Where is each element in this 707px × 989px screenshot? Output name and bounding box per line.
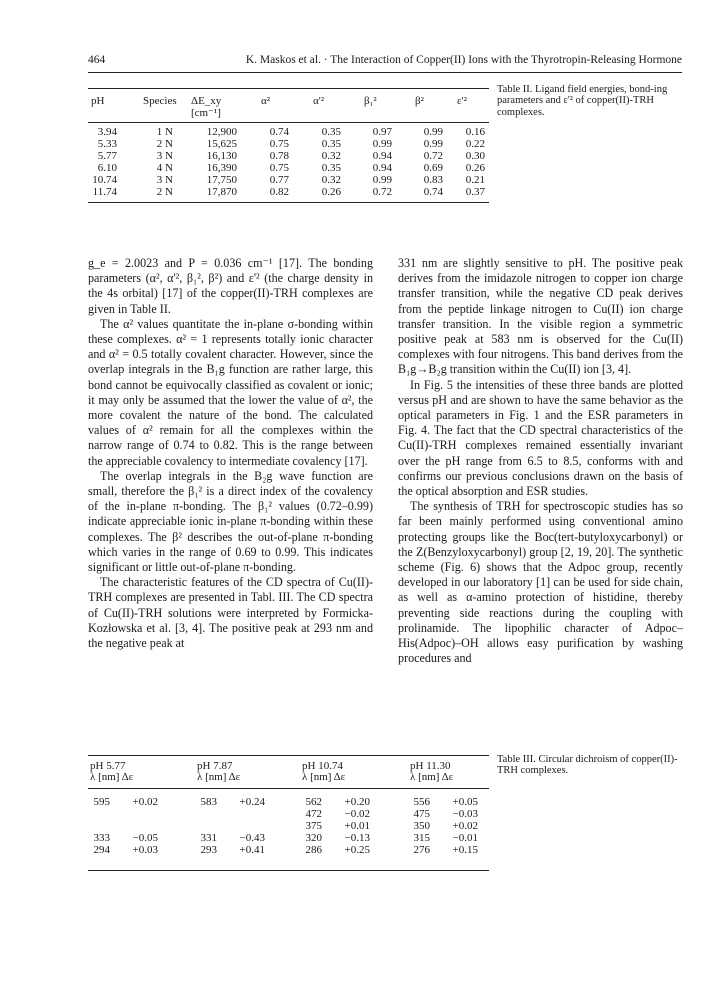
table2-cell: 16,130	[206, 150, 237, 162]
table2-cell: 0.35	[321, 126, 341, 138]
running-title: K. Maskos et al. · The Interaction of Copper(II) Ions with the Thyrotropin-Releasing Hormone	[245, 54, 682, 66]
table2-cell: 0.83	[423, 174, 443, 186]
table3-ph-header: pH 5.77	[90, 760, 126, 772]
table2-cell: 0.26	[321, 186, 341, 198]
table2-cell: 0.22	[465, 138, 485, 150]
table3-sub-header: λ [nm] Δε	[302, 771, 346, 783]
table3-delta-epsilon: +0.41	[239, 844, 265, 856]
table3-wavelength: 375	[305, 820, 322, 832]
table2-cell: 0.21	[465, 174, 485, 186]
table2-cell: 0.78	[269, 150, 289, 162]
paragraph: In Fig. 5 the intensities of these three bands are plotted versus pH and are shown to have the same behavior as the optical parameters in Fig. 1 and the ESR parameters in Fig. 4. The fact that the CD spectral characteristics of the Cu(II)-TRH complexes remained essentially invariant over the pH range from 6.5 to 8.5, conforms with and confirms our previous conclusions drawn on the basis of the optical absorption and ESR studies.	[398, 377, 683, 499]
table2-cell: 0.99	[372, 138, 392, 150]
table2-cell: 17,870	[206, 186, 237, 198]
table3-wavelength: 556	[413, 796, 430, 808]
table3-delta-epsilon: −0.43	[239, 832, 265, 844]
table2-cell: 3 N	[156, 150, 173, 162]
table3-ph-header: pH 11.30	[410, 760, 451, 772]
table2-cell: 0.74	[423, 186, 443, 198]
table3-ph-header: pH 10.74	[302, 760, 343, 772]
table2-cell: 0.37	[465, 186, 485, 198]
table3-bottom-rule	[88, 870, 489, 871]
table2-cell: 3 N	[156, 174, 173, 186]
paragraph: The synthesis of TRH for spectroscopic studies has so far been mainly performed using conventional amino protecting groups like the Boc(tert-butyloxycarbonyl) or the Z(Benzyloxycarbonyl) group [2, 19, 20]. The synthetic scheme (Fig. 6) shows that the Adpoc group, recently developed in our laboratory [1] can be used for side chain, as well as α-amino protection of histidine, thereby preventing side reactions during the coupling with prolinamide. The lipophilic character of Adpoc–His(Adpoc)–OH allows easy purification by washing procedures and	[398, 499, 683, 666]
table2-cell: 0.26	[465, 162, 485, 174]
table2-cell: 0.75	[269, 138, 289, 150]
table2-mid-rule	[88, 122, 489, 123]
table2-cell: 0.94	[372, 162, 392, 174]
table3-wavelength: 583	[200, 796, 217, 808]
table2-cell: 16,390	[206, 162, 237, 174]
table2-header-epsilon: ε'²	[457, 95, 467, 107]
table2-cell: 0.82	[269, 186, 289, 198]
table2-header-beta1: β₁²	[364, 95, 377, 107]
table3-wavelength: 350	[413, 820, 430, 832]
table3-delta-epsilon: +0.20	[344, 796, 370, 808]
table2-header-delta-e: ΔE_xy [cm⁻¹]	[191, 95, 222, 119]
paragraph: g_e = 2.0023 and P = 0.036 cm⁻¹ [17]. The bonding parameters (α², α'², β₁², β²) and ε'² (the charge density in the 4s orbital) [17] of the copper(II)-TRH complexes are given in Table II.	[88, 256, 373, 316]
table2-cell: 4 N	[156, 162, 173, 174]
table2-cell: 3.94	[97, 126, 117, 138]
table2-cell: 5.33	[97, 138, 117, 150]
table3-wavelength: 294	[93, 844, 110, 856]
table3-sub-header: λ [nm] Δε	[410, 771, 454, 783]
right-column	[398, 256, 683, 666]
table2-cell: 15,625	[206, 138, 237, 150]
table2-bottom-rule	[88, 202, 489, 203]
table2-header-beta: β²	[415, 95, 424, 107]
table3-delta-epsilon: +0.03	[132, 844, 158, 856]
table2-cell: 11.74	[92, 186, 117, 198]
table2-cell: 0.75	[269, 162, 289, 174]
table2-cell: 0.69	[423, 162, 443, 174]
table2-cell: 2 N	[156, 138, 173, 150]
table2-cell: 0.35	[321, 162, 341, 174]
table2-cell: 0.74	[269, 126, 289, 138]
table3-delta-epsilon: −0.01	[452, 832, 478, 844]
table2-cell: 0.99	[423, 126, 443, 138]
table3-mid-rule	[88, 788, 489, 789]
table2-cell: 0.16	[465, 126, 485, 138]
table3-delta-epsilon: +0.25	[344, 844, 370, 856]
table2-cell: 2 N	[156, 186, 173, 198]
paragraph: The α² values quantitate the in-plane σ-bonding within these complexes. α² = 1 represents totally ionic character and α² = 0.5 totally covalent character. However, since the overlap integrals in the B₁g function are rather large, this bond cannot be equivocally classified as covalent or ionic; it may only be assumed that the lower the value of α², the more covalent the nature of the bond. The calculated values of α² remain for all the complexes within the narrow range of 0.74 to 0.82. This is the range between the appreciable covalency to intermediate covalency [17].	[88, 316, 373, 468]
table3-delta-epsilon: +0.24	[239, 796, 265, 808]
table2-header-species: Species	[143, 95, 177, 107]
paragraph: 331 nm are slightly sensitive to pH. The positive peak derives from the imidazole nitrogen to copper ion charge transfer transition, while the negative CD peak derives from the peptide linkage nitrogen to Cu(II) ion charge transfer transition. In the visible region a symmetric positive peak at 583 nm is observed for the Cu(II) complexes with four nitrogens. This band derives from the B₁g→B₂g transition within the Cu(II) ion [3, 4].	[398, 256, 683, 377]
table2-header-alpha: α²	[261, 95, 271, 107]
table3-delta-epsilon: +0.01	[344, 820, 370, 832]
paragraph: The characteristic features of the CD spectra of Cu(II)-TRH complexes are presented in Tabl. III. The CD spectra of Cu(II)-TRH solutions were interpreted by Formicka-Kozłowska et al. [3, 4]. The positive peak at 293 nm and the negative peak at	[88, 575, 373, 651]
table2-cell: 17,750	[206, 174, 237, 186]
table3-wavelength: 472	[305, 808, 322, 820]
table3-wavelength: 562	[305, 796, 322, 808]
paragraph: The overlap integrals in the B₂g wave function are small, therefore the β₁² is a direct index of the covalency of the in-plane π-bonding. The β₁² values (0.72–0.99) indicate appreciable ionic in-plane π-bonding within these complexes. The β² describes the out-of-plane π-bonding which varies in the range of 0.69 to 0.99. This indicates significant or little out-of-plane π-bonding.	[88, 468, 373, 575]
table3-delta-epsilon: −0.13	[344, 832, 370, 844]
table2-cell: 0.99	[372, 174, 392, 186]
table3-delta-epsilon: +0.05	[452, 796, 478, 808]
table2-cell: 0.94	[372, 150, 392, 162]
table3-ph-header: pH 7.87	[197, 760, 233, 772]
table3-top-rule	[88, 755, 489, 756]
table2-cell: 0.32	[321, 150, 341, 162]
header-rule	[88, 72, 682, 73]
table3-sub-header: λ [nm] Δε	[197, 771, 241, 783]
table2-cell: 0.30	[465, 150, 485, 162]
table3-wavelength: 286	[305, 844, 322, 856]
table2-header-alpha-prime: α'²	[313, 95, 325, 107]
table3-wavelength: 320	[305, 832, 322, 844]
table3-wavelength: 475	[413, 808, 430, 820]
table2-cell: 6.10	[97, 162, 117, 174]
table3-wavelength: 331	[200, 832, 217, 844]
table2-cell: 5.77	[97, 150, 117, 162]
table3-wavelength: 293	[200, 844, 217, 856]
table2-cell: 0.97	[372, 126, 392, 138]
table3-wavelength: 333	[93, 832, 110, 844]
table2-cell: 0.77	[269, 174, 289, 186]
left-column	[88, 256, 373, 651]
table3-caption: Table III. Circular dichroism of copper(II)-TRH complexes.	[497, 754, 678, 777]
table3-wavelength: 276	[413, 844, 430, 856]
table3-delta-epsilon: +0.02	[452, 820, 478, 832]
table3-delta-epsilon: −0.02	[344, 808, 370, 820]
table2-cell: 1 N	[156, 126, 173, 138]
table3-wavelength: 595	[93, 796, 110, 808]
table3-delta-epsilon: −0.05	[132, 832, 158, 844]
table2-header-ph: pH	[91, 95, 105, 107]
table2-cell: 0.72	[423, 150, 443, 162]
table3-delta-epsilon: −0.03	[452, 808, 478, 820]
table2-cell: 0.35	[321, 138, 341, 150]
table3-wavelength: 315	[413, 832, 430, 844]
table2-cell: 0.99	[423, 138, 443, 150]
table3-delta-epsilon: +0.02	[132, 796, 158, 808]
table2-cell: 0.72	[372, 186, 392, 198]
table3-delta-epsilon: +0.15	[452, 844, 478, 856]
table2-caption: Table II. Ligand field energies, bond-ing parameters and ε'² of copper(II)-TRH complexes.	[497, 84, 668, 118]
table2-cell: 0.32	[321, 174, 341, 186]
page-number: 464	[88, 54, 106, 66]
table2-cell: 12,900	[206, 126, 237, 138]
table3-sub-header: λ [nm] Δε	[90, 771, 134, 783]
table2-cell: 10.74	[92, 174, 117, 186]
table2-top-rule	[88, 88, 489, 89]
